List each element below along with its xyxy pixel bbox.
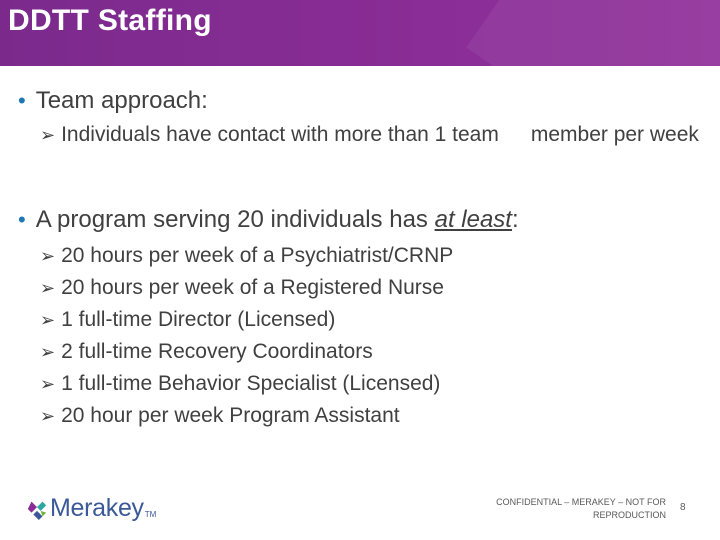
bullet-text-after: : xyxy=(511,206,519,233)
arrow-bullet-icon: ➢ xyxy=(40,125,56,145)
confidential-notice: CONFIDENTIAL – MERAKEY – NOT FOR REPRODUCTION xyxy=(496,497,666,520)
arrow-bullet-icon: ➢ xyxy=(40,310,56,330)
list-item-text: 20 hours per week of a Psychiatrist/CRNP xyxy=(61,244,454,267)
logo-trademark: TM xyxy=(144,510,157,519)
staffing-list xyxy=(40,240,453,432)
list-item xyxy=(40,336,453,368)
list-item-text: 1 full-time Director (Licensed) xyxy=(61,308,336,331)
logo-text: Merakey xyxy=(50,494,144,522)
bullet-text-before: A program serving 20 individuals has xyxy=(35,206,435,233)
arrow-bullet-icon: ➢ xyxy=(40,374,56,394)
bullet-dot-icon: • xyxy=(18,88,26,113)
arrow-bullet-icon: ➢ xyxy=(40,342,56,362)
bullet-text-underlined: at least xyxy=(434,206,512,233)
bullet-team-approach xyxy=(18,87,208,115)
bullet-text: Team approach: xyxy=(35,87,208,114)
page-number: 8 xyxy=(680,502,686,513)
arrow-bullet-icon: ➢ xyxy=(40,246,56,266)
merakey-logo xyxy=(26,494,156,523)
bullet-program xyxy=(18,206,519,234)
list-item-text: 2 full-time Recovery Coordinators xyxy=(61,340,373,363)
list-item xyxy=(40,240,453,272)
arrow-bullet-icon: ➢ xyxy=(40,406,56,426)
bullet-dot-icon: • xyxy=(18,207,26,232)
list-item xyxy=(40,304,453,336)
list-item-text: 20 hour per week Program Assistant xyxy=(61,404,400,427)
list-item xyxy=(40,272,453,304)
title-bar xyxy=(0,0,720,66)
arrow-bullet-icon: ➢ xyxy=(40,278,56,298)
title-bar-decoration xyxy=(466,0,720,66)
sub-bullet-contact xyxy=(40,121,700,149)
list-item xyxy=(40,400,453,432)
sub-bullet-text-part1: Individuals have contact with more than 1 team xyxy=(61,123,499,146)
slide-title: DDTT Staffing xyxy=(8,4,212,37)
list-item-text: 20 hours per week of a Registered Nurse xyxy=(61,276,444,299)
sub-bullet-text-part2: member per week xyxy=(530,123,699,146)
list-item-text: 1 full-time Behavior Specialist (Licensed) xyxy=(61,372,441,395)
merakey-logo-icon xyxy=(26,498,48,520)
list-item xyxy=(40,368,453,400)
